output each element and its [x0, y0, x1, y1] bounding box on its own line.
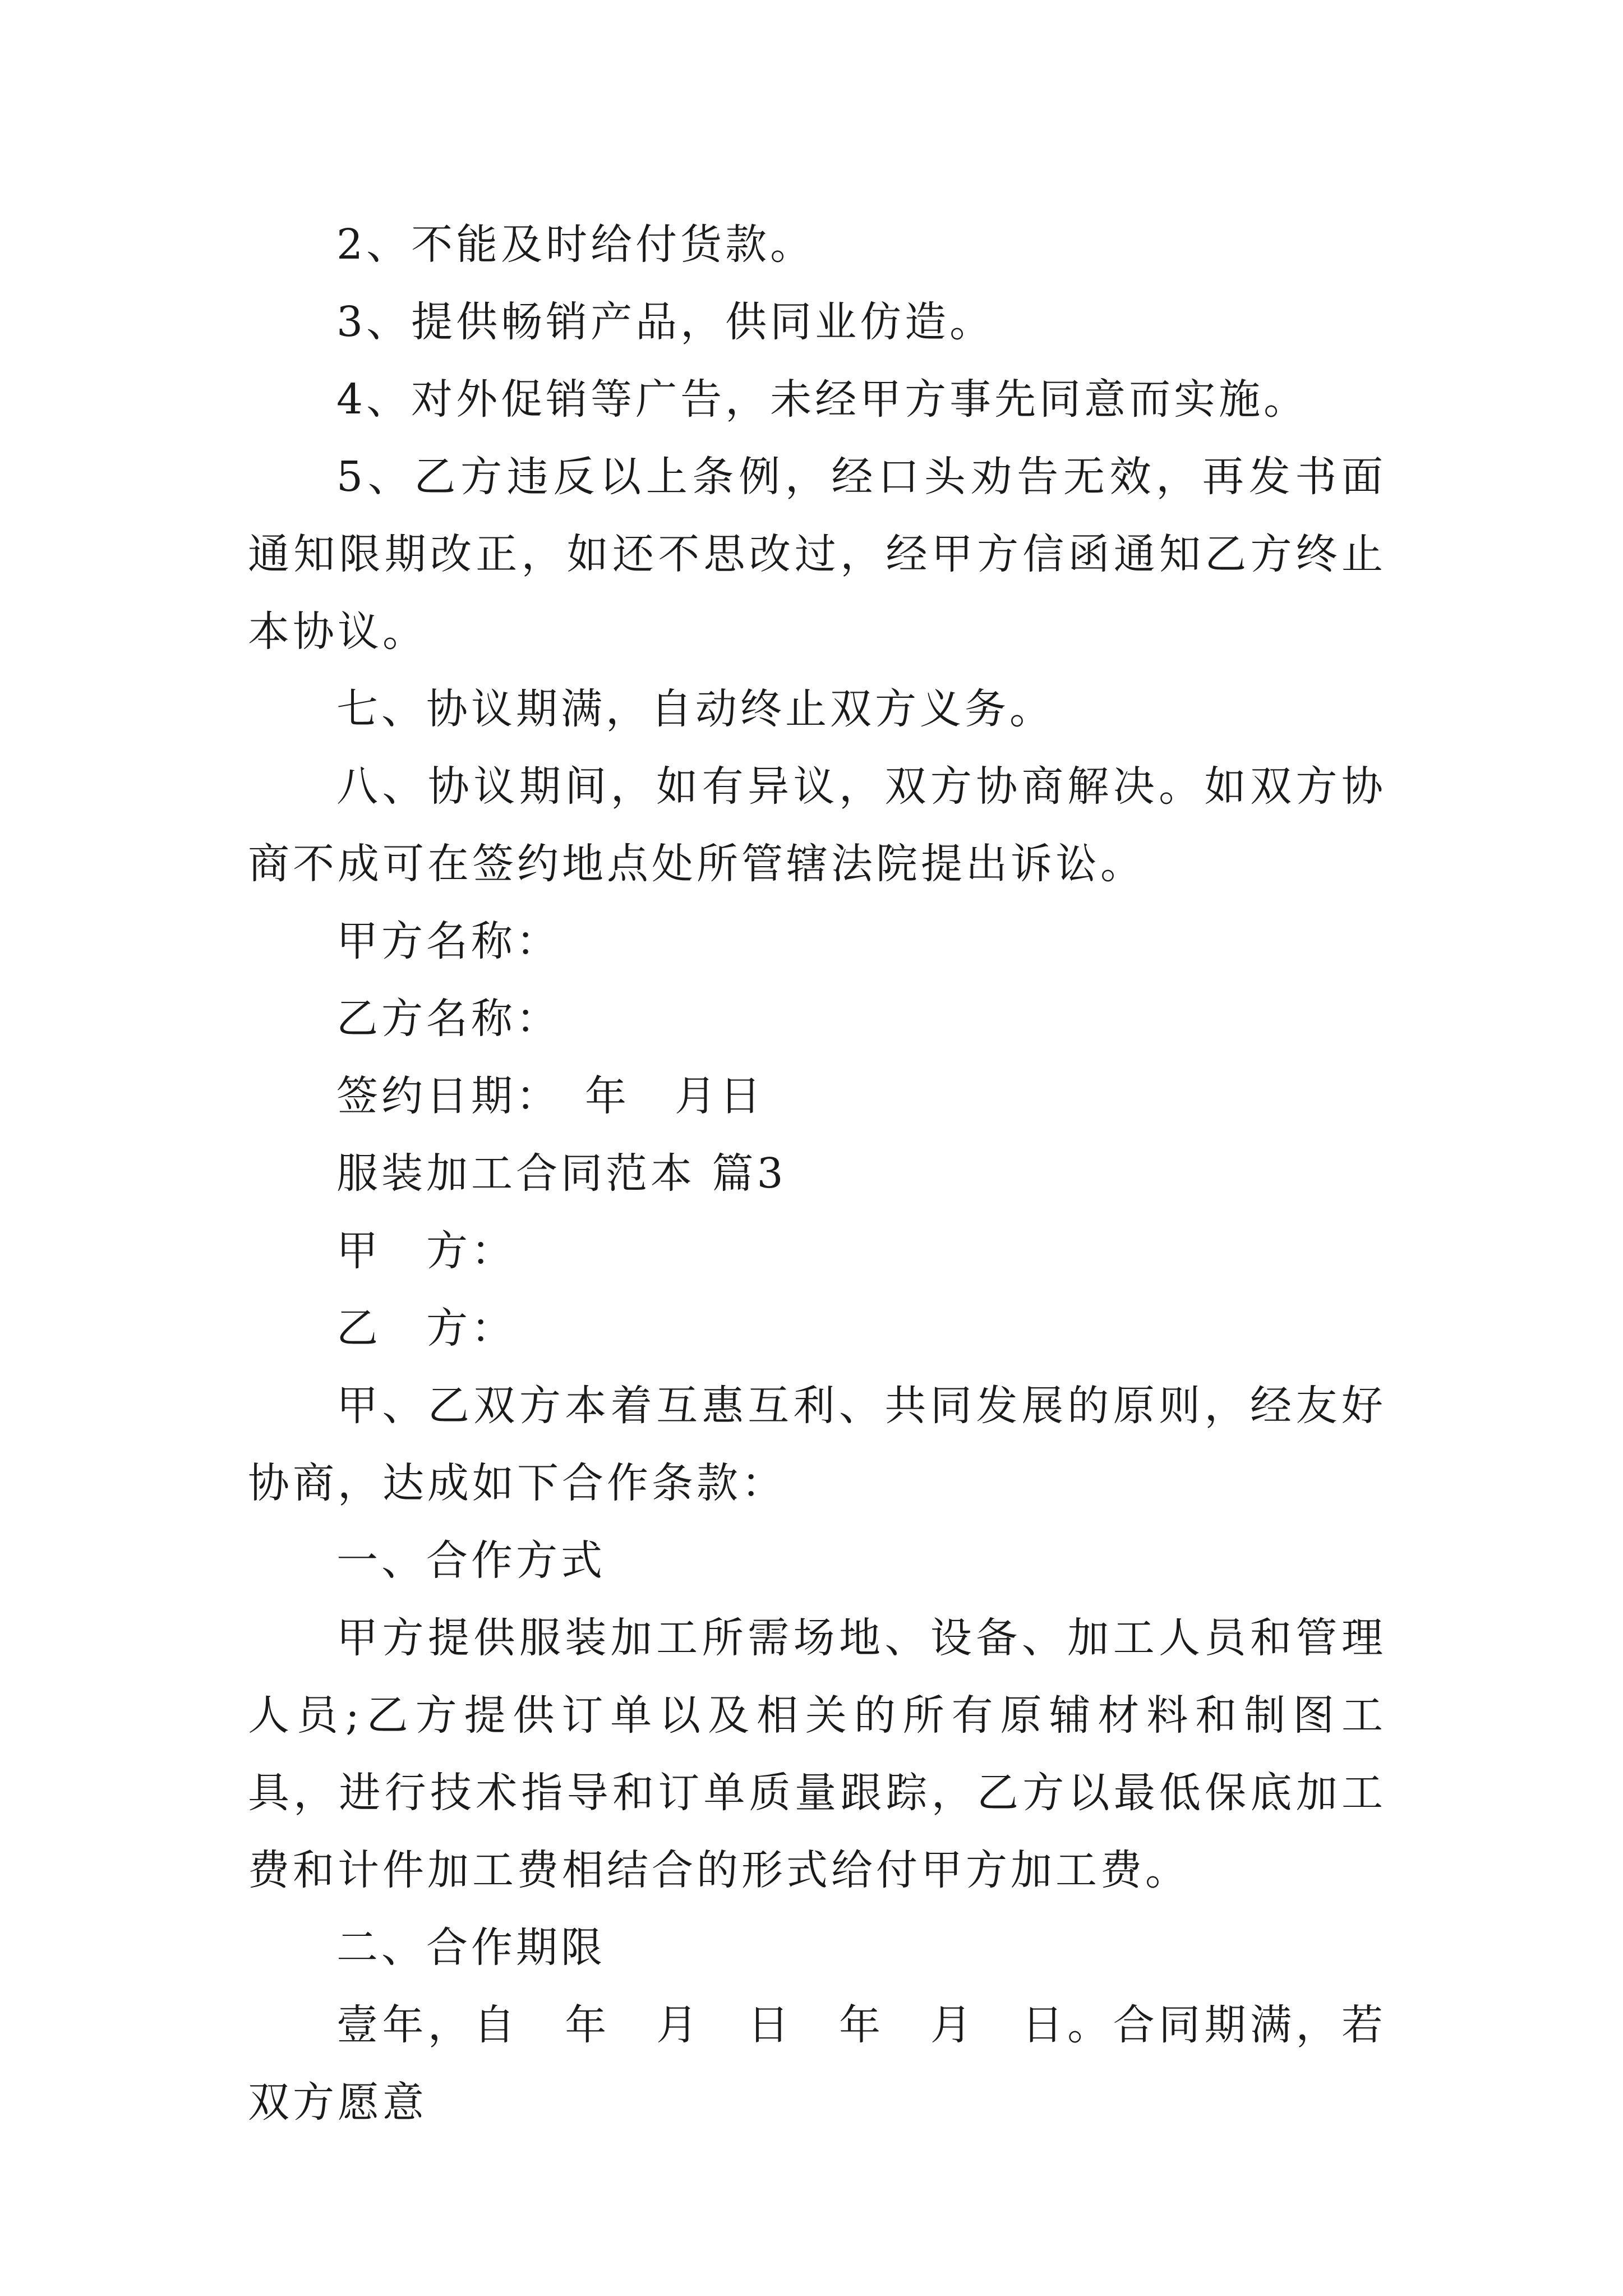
paragraph-clause-8: 八、协议期间，如有异议，双方协商解决。如双方协商不成可在签约地点处所管辖法院提出诉讼。	[248, 762, 1386, 888]
heading-cooperation-method: 一、合作方式	[336, 1536, 606, 1585]
document-body	[248, 206, 1386, 2141]
paragraph-item-3: 3、提供畅销产品，供同业仿造。	[336, 298, 995, 346]
heading-cooperation-term: 二、合作期限	[336, 1924, 606, 1972]
signing-date-line: 签约日期： 年 月日	[336, 1072, 764, 1120]
party-a-line: 甲 方：	[336, 1227, 516, 1275]
paragraph-item-5: 5、乙方违反以上条例，经口头劝告无效，再发书面通知限期改正，如还不思改过，经甲方信函通知乙方终止本协议。	[248, 453, 1386, 656]
paragraph-clause-7: 七、协议期满，自动终止双方义务。	[336, 685, 1054, 733]
paragraph-item-2: 2、不能及时给付货款。	[336, 220, 815, 269]
paragraph-item-4: 4、对外促销等广告，未经甲方事先同意而实施。	[336, 375, 1309, 424]
cooperation-term-paragraph: 壹年，自 年 月 日 年 月 日。合同期满，若双方愿意	[248, 2001, 1386, 2127]
party-a-name-line: 甲方名称：	[336, 917, 561, 965]
cooperation-method-paragraph: 甲方提供服装加工所需场地、设备、加工人员和管理人员;乙方提供订单以及相关的所有原辅材料和制图工具，进行技术指导和订单质量跟踪，乙方以最低保底加工费和计件加工费相结合的形式给付甲方加工费。	[248, 1614, 1386, 1894]
party-b-name-line: 乙方名称：	[336, 995, 561, 1043]
preamble-paragraph: 甲、乙双方本着互惠互利、共同发展的原则，经友好协商，达成如下合作条款：	[248, 1382, 1386, 1507]
party-b-line: 乙 方：	[336, 1304, 516, 1352]
section-title: 服装加工合同范本 篇3	[336, 1149, 787, 1198]
